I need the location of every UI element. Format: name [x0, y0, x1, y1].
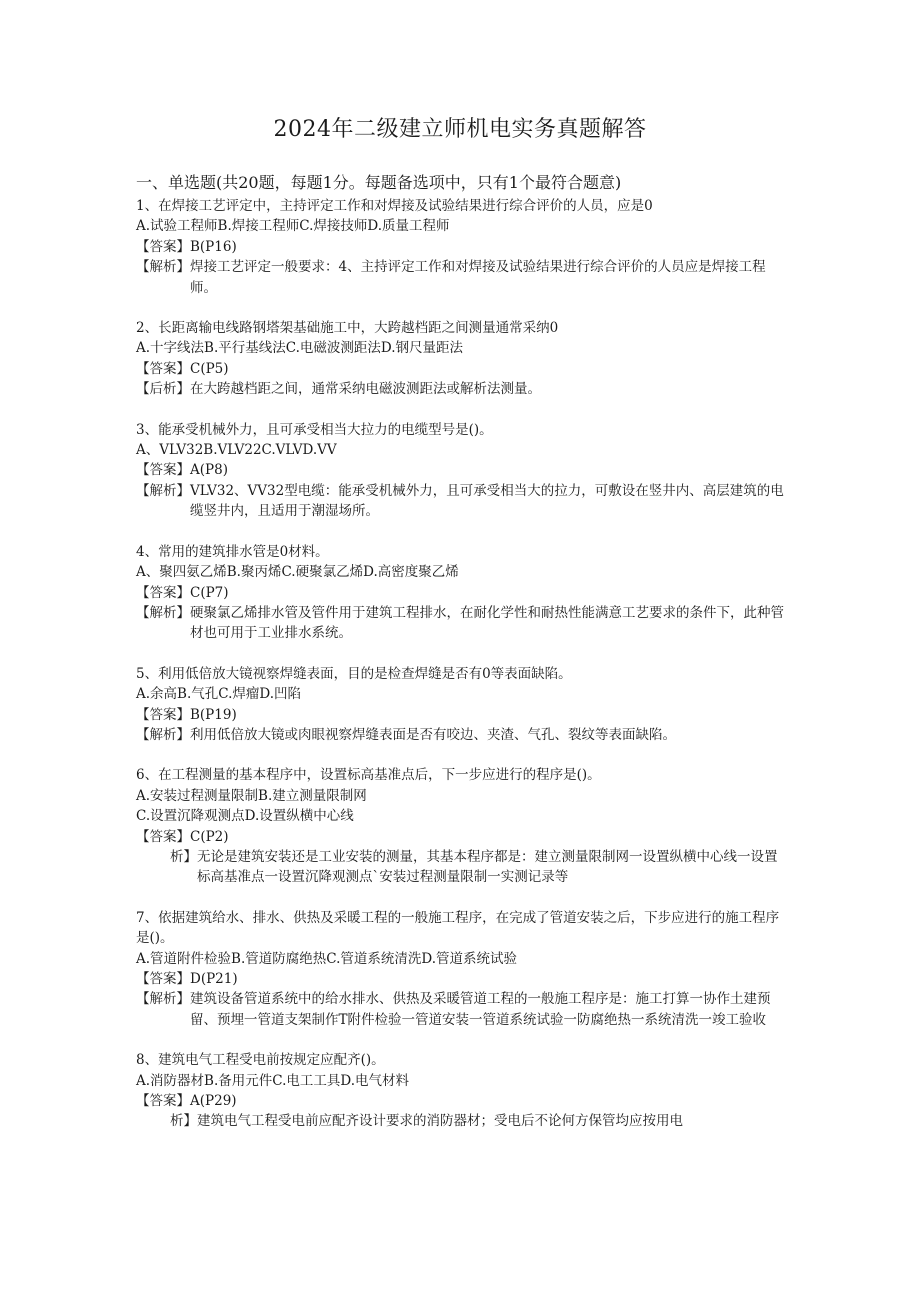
question-answer: 【答案】C(P2)	[136, 828, 229, 845]
explanation-label: 【解析】	[136, 482, 190, 499]
question-stem: 3、能承受机械外力，且可承受相当大拉力的电缆型号是()。	[136, 421, 493, 438]
question-stem: 4、常用的建筑排水管是0材料。	[136, 543, 329, 560]
section-heading: 一、单选题(共20题，每题1分。每题备选项中，只有1个最符合题意)	[136, 173, 622, 192]
question-options: A.管道附件检验B.管道防腐绝热C.管道系统清洗D.管道系统试验	[136, 950, 518, 967]
question-8	[136, 1050, 786, 1132]
question-stem: 6、在工程测量的基本程序中，设置标高基准点后，下一步应进行的程序是()。	[136, 767, 601, 784]
question-2	[136, 318, 786, 400]
question-answer: 【答案】B(P16)	[136, 238, 237, 255]
question-options: A.十字线法B.平行基线法C.电磁波测距法D.钢尺量距法	[136, 340, 464, 357]
question-answer: 【答案】A(P29)	[136, 1093, 237, 1110]
question-explanation	[136, 379, 786, 399]
explanation-text: 利用低倍放大镜或肉眼视察焊缝表面是否有咬边、夹渣、气孔、裂纹等表面缺陷。	[190, 726, 676, 743]
question-stem: 1、在焊接工艺评定中，主持评定工作和对焊接及试验结果进行综合评价的人员，应是0	[136, 198, 653, 214]
question-4	[136, 542, 786, 644]
question-options: A.试验工程师B.焊接工程师C.焊接技师D.质量工程师	[136, 218, 450, 235]
explanation-text: 无论是建筑安装还是工业安装的测量，其基本程序都是：建立测量限制网一设置纵横中心线一设置标高基准点一设置沉降观测点`安装过程测量限制一实测记录等	[197, 848, 778, 886]
question-7	[136, 908, 786, 1030]
explanation-text: 在大跨越档距之间，通常采纳电磁波测距法或解析法测量。	[190, 381, 541, 398]
question-answer: 【答案】C(P7)	[136, 584, 229, 601]
question-stem: 5、利用低倍放大镜视察焊缝表面，目的是检查焊缝是否有0等表面缺陷。	[136, 665, 572, 682]
question-explanation	[136, 481, 786, 522]
question-options: A.余高B.气孔C.焊瘤D.凹陷	[136, 686, 302, 703]
page-title: 2024年二级建立师机电实务真题解答	[273, 117, 647, 142]
explanation-text: 建筑设备管道系统中的给水排水、供热及采暖管道工程的一般施工程序是：施工打算一协作土建预留、预埋一管道支架制作T附件检验一管道安装一管道系统试验一防腐绝热一系统清洗一竣工验收	[190, 991, 771, 1028]
explanation-label: 【解析】	[136, 259, 190, 276]
question-options: A.消防器材B.备用元件C.电工工具D.电气材料	[136, 1072, 410, 1089]
question-explanation	[136, 603, 786, 644]
question-answer: 【答案】C(P5)	[136, 360, 229, 377]
question-explanation	[136, 725, 786, 745]
question-stem: 2、长距离输电线路钢塔架基础施工中，大跨越档距之间测量通常采纳0	[136, 320, 559, 337]
question-options: A、VLV32B.VLV22C.VLVD.VV	[136, 442, 337, 459]
explanation-text: VLV32、VV32型电缆：能承受机械外力，且可承受相当大的拉力，可敷设在竖井内、高层建筑的电缆竖井内，且适用于潮湿场所。	[190, 482, 784, 520]
question-5	[136, 664, 786, 746]
question-options: A.安装过程测量限制B.建立测量限制网	[136, 787, 367, 804]
explanation-text: 硬聚氯乙烯排水管及管件用于建筑工程排水，在耐化学性和耐热性能满意工艺要求的条件下，此种管材也可用于工业排水系统。	[190, 604, 784, 642]
question-list	[136, 196, 786, 1152]
explanation-text: 建筑电气工程受电前应配齐设计要求的消防器材；受电后不论何方保管均应按用电	[197, 1113, 683, 1130]
explanation-label: 【后析】	[136, 381, 190, 398]
explanation-text: 焊接工艺评定一般要求：4、主持评定工作和对焊接及试验结果进行综合评价的人员应是焊接工程师。	[190, 259, 766, 296]
question-3	[136, 420, 786, 522]
question-6	[136, 765, 786, 887]
question-options: A、聚四氨乙烯B.聚丙烯C.硬聚氯乙烯D.高密度聚乙烯	[136, 564, 459, 581]
explanation-label: 【解析】	[136, 726, 190, 743]
explanation-label: 【解析】	[136, 604, 190, 621]
explanation-label: 析】	[170, 848, 197, 865]
question-answer: 【答案】B(P19)	[136, 706, 237, 723]
question-options: C.设置沉降观测点D.设置纵横中心线	[136, 808, 354, 825]
question-answer: 【答案】A(P8)	[136, 462, 228, 479]
question-answer: 【答案】D(P21)	[136, 971, 238, 987]
question-explanation	[136, 257, 786, 298]
explanation-label: 析】	[170, 1113, 197, 1130]
question-1	[136, 196, 786, 298]
question-stem: 7、依据建筑给水、排水、供热及采暖工程的一般施工程序，在完成了管道安装之后，下步应进行的施工程序是()。	[136, 909, 780, 947]
question-explanation	[136, 847, 786, 888]
question-explanation	[136, 989, 786, 1030]
explanation-label: 【解析】	[136, 991, 190, 1008]
question-explanation	[136, 1111, 786, 1131]
question-stem: 8、建筑电气工程受电前按规定应配齐()。	[136, 1052, 385, 1069]
